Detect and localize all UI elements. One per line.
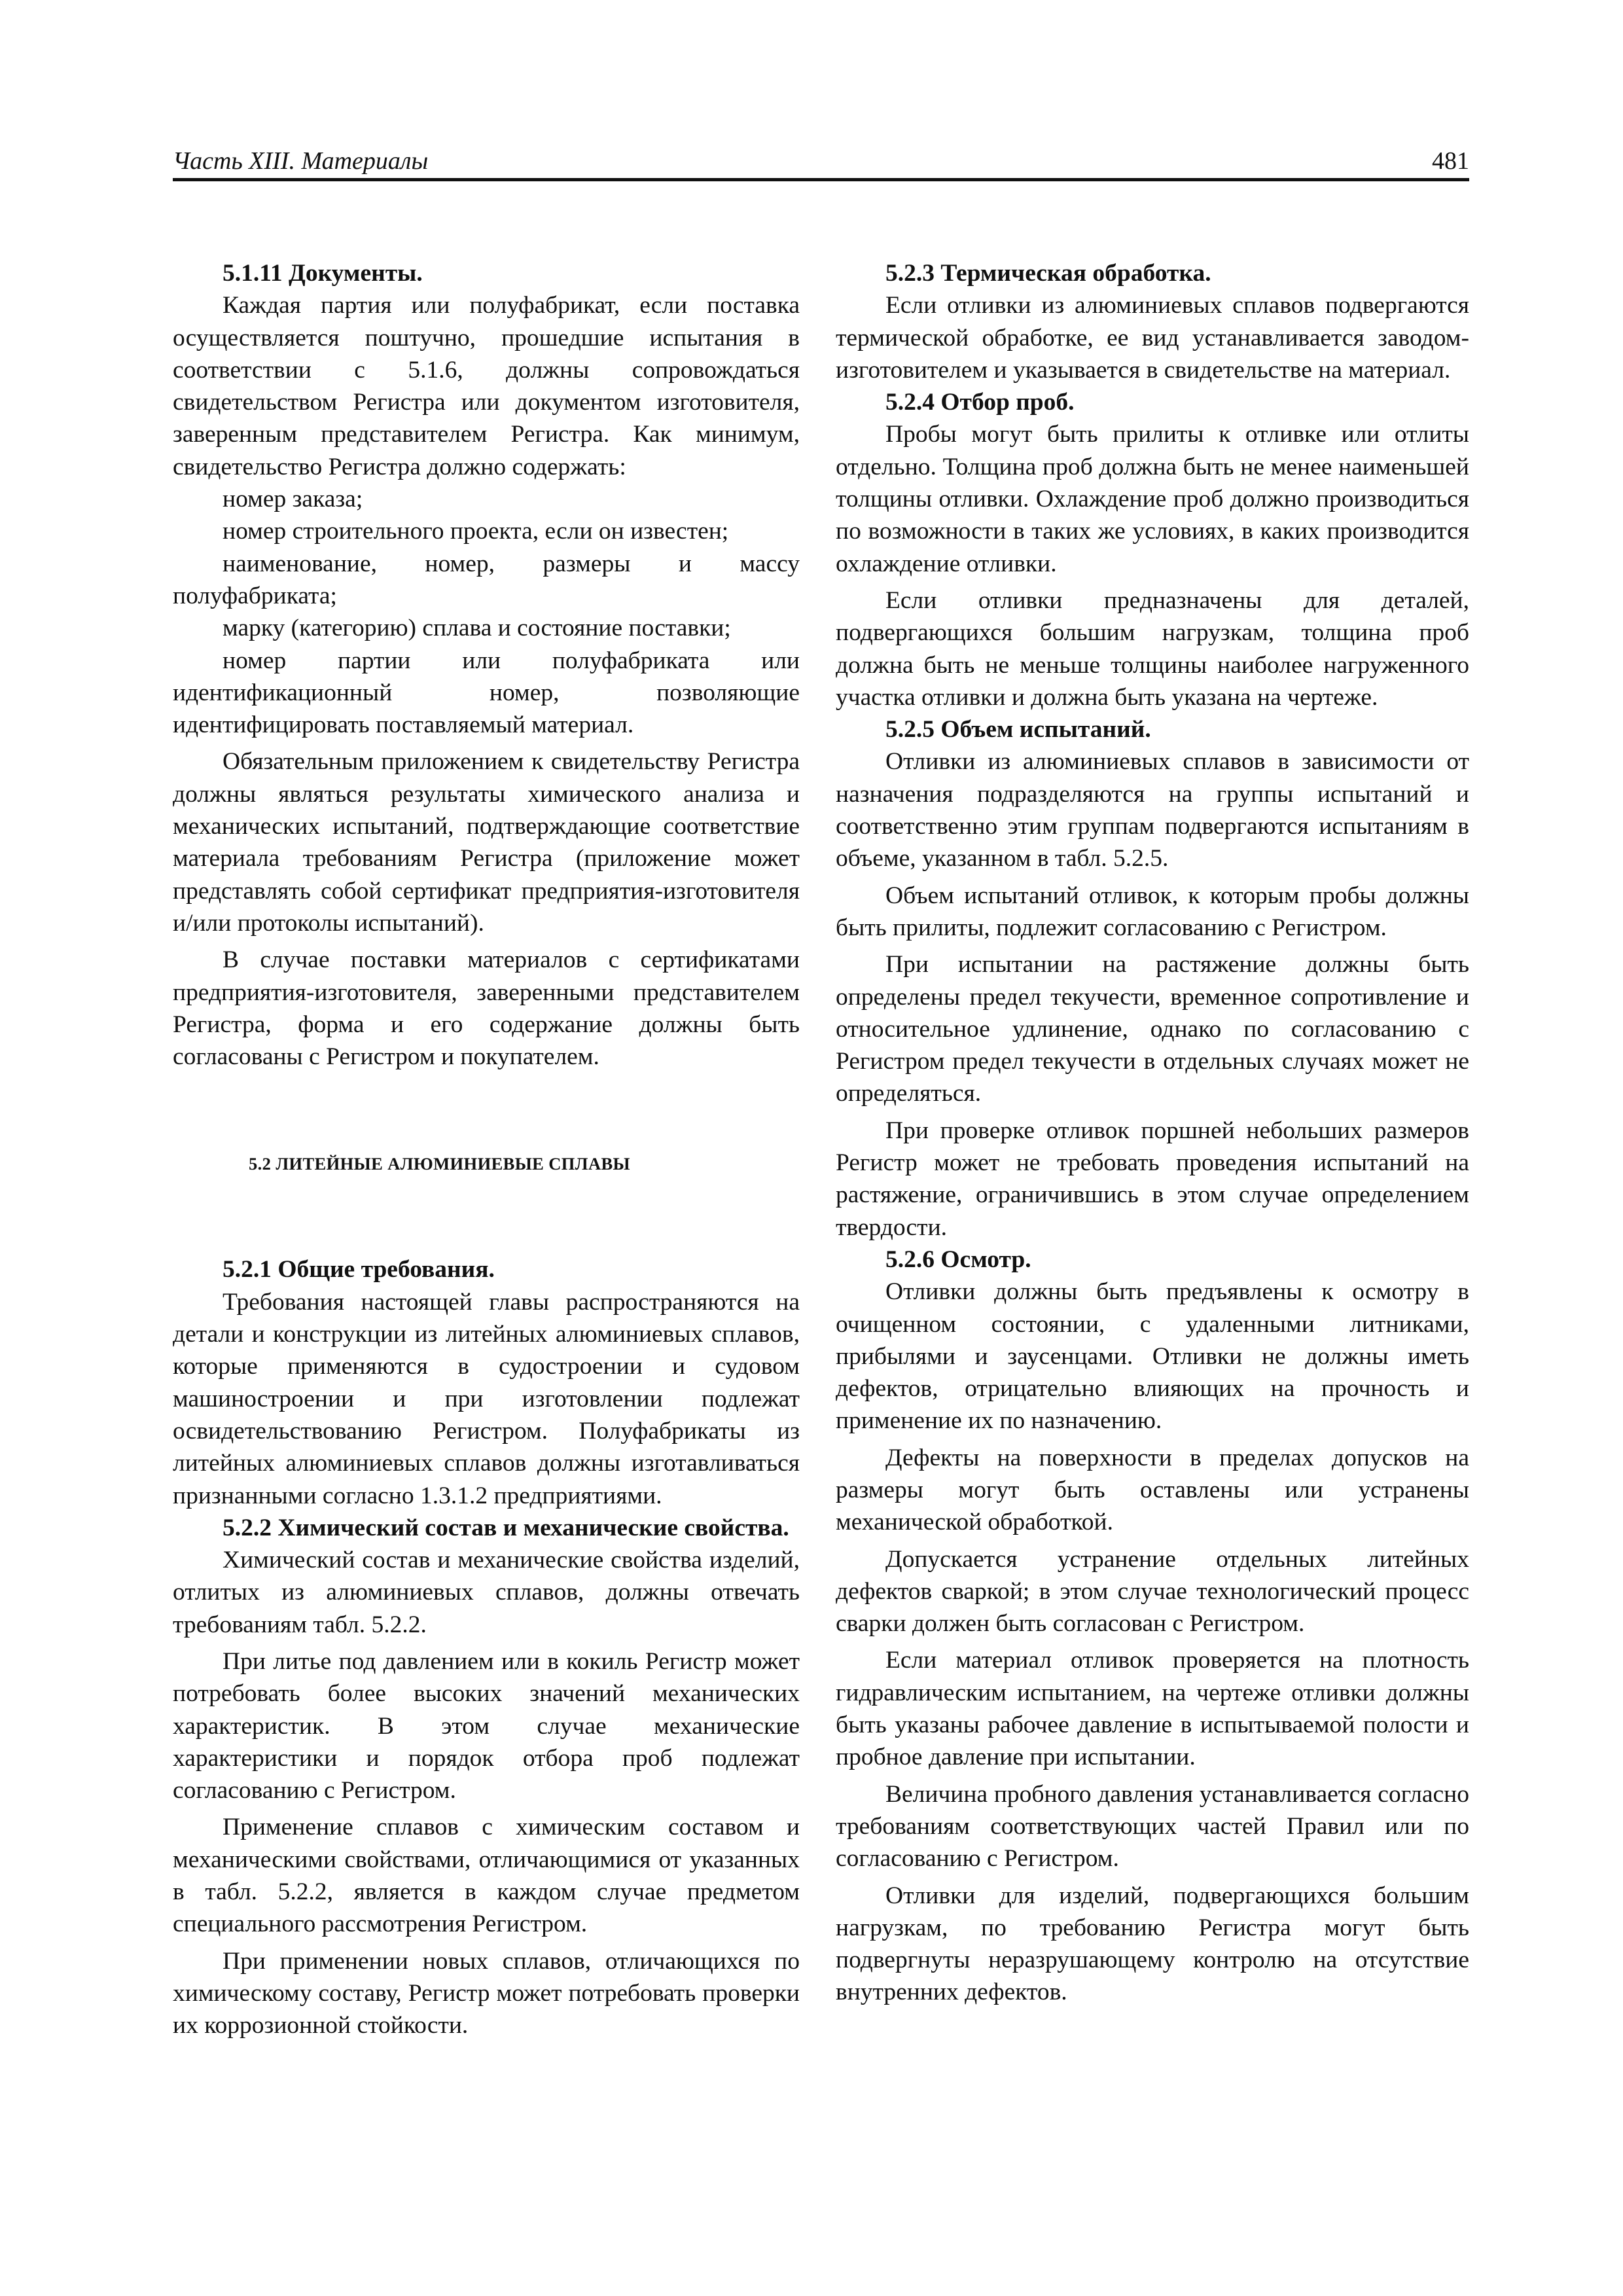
paragraph: При испытании на растяжение должны быть определены предел текучести, временное сопротивление и относительное удлинение, однако по согласованию с Регистром предел текучести в отдельных случаях может не определяться. — [836, 951, 1469, 1107]
paragraph: При применении новых сплавов, отличающихся по химическому составу, Регистр может потребовать проверки их коррозионной стойкости. — [173, 1947, 800, 2039]
paragraph: Если отливки предназначены для деталей, подвергающихся большим нагрузкам, толщина проб должна быть не меньше толщины наиболее нагруженного участка отливки и должна быть указана на чертеже. — [836, 586, 1469, 711]
left-column — [173, 257, 800, 2042]
heading-5-2-2: 5.2.2 Химический состав и механические свойства. — [223, 1514, 789, 1541]
running-title: Часть XIII. Материалы — [173, 147, 429, 175]
paragraph: Если материал отливок проверяется на плотность гидравлическим испытанием, на чертеже отливки должны быть указаны рабочее давление в испытываемой полости и пробное давление при испытании. — [836, 1647, 1469, 1771]
list-item: марку (категорию) сплава и состояние поставки; — [223, 615, 731, 642]
paragraph: Если отливки из алюминиевых сплавов подвергаются термической обработке, ее вид устанавливается заводом-изготовителем и указывается в свидетельстве на материал. — [836, 292, 1469, 384]
heading-5-2-4: 5.2.4 Отбор проб. — [885, 389, 1075, 416]
paragraph: При проверке отливок поршней небольших размеров Регистр может не требовать проведения испытаний на растяжение, ограничившись в этом случае определением твердости. — [836, 1117, 1469, 1241]
paragraph: Объем испытаний отливок, к которым пробы должны быть прилиты, подлежит согласованию с Регистром. — [836, 882, 1469, 941]
paragraph: Пробы могут быть прилиты к отливке или отлиты отдельно. Толщина проб должна быть не менее наименьшей толщины отливки. Охлаждение проб должно производиться по возможности в таких же условиях, в каких производится охлаждение отливки. — [836, 421, 1469, 577]
paragraph: Химический состав и механические свойства изделий, отлитых из алюминиевых сплавов, должны отвечать требованиям табл. 5.2.2. — [173, 1547, 800, 1638]
heading-5-2-6: 5.2.6 Осмотр. — [885, 1246, 1031, 1273]
heading-5-2-3: 5.2.3 Термическая обработка. — [885, 260, 1211, 287]
list-item: номер заказа; — [223, 486, 363, 513]
running-header — [173, 145, 1469, 181]
paragraph: Требования настоящей главы распространяются на детали и конструкции из литейных алюминиевых сплавов, которые применяются в судостроении и судовом машиностроении и при изготовлении подлежат освидетельствованию Регистром. Полуфабрикаты из литейных алюминиевых сплавов должны изготавливаться признанными согласно 1.3.1.2 предприятиями. — [173, 1288, 800, 1509]
paragraph: Величина пробного давления устанавливается согласно требованиям соответствующих частей Правил или по согласованию с Регистром. — [836, 1780, 1469, 1873]
paragraph: Отливки для изделий, подвергающихся большим нагрузкам, по требованию Регистра могут быть подвергнуты неразрушающему контролю на отсутствие внутренних дефектов. — [836, 1882, 1469, 2006]
paragraph: Дефекты на поверхности в пределах допусков на размеры могут быть оставлены или устранены механической обработкой. — [836, 1444, 1469, 1536]
paragraph: Применение сплавов с химическим составом и механическими свойствами, отличающимися от указанных в табл. 5.2.2, является в каждом случае предметом специального рассмотрения Регистром. — [173, 1814, 800, 1938]
paragraph: В случае поставки материалов с сертификатами предприятия-изготовителя, заверенными представителем Регистра, форма и его содержание должны быть согласованы с Регистром и покупателем. — [173, 946, 800, 1071]
list-item: наименование, номер, размеры и массу полуфабриката; — [173, 550, 800, 609]
paragraph: Отливки должны быть предъявлены к осмотру в очищенном состоянии, с удаленными литниками, прибылями и заусенцами. Отливки не должны иметь дефектов, отрицательно влияющих на прочность и применение их по назначению. — [836, 1278, 1469, 1435]
page-number: 481 — [1432, 147, 1469, 175]
heading-5-1-11: 5.1.11 Документы. — [223, 260, 423, 287]
section-title: 5.2 ЛИТЕЙНЫЕ АЛЮМИНИЕВЫЕ СПЛАВЫ — [249, 1154, 630, 1174]
heading-5-2-5: 5.2.5 Объем испытаний. — [885, 716, 1151, 744]
list-item: номер партии или полуфабриката или идентификационный номер, позволяющие идентифицировать поставляемый материал. — [173, 647, 800, 739]
heading-5-2-1: 5.2.1 Общие требования. — [223, 1256, 495, 1283]
paragraph: Отливки из алюминиевых сплавов в зависимости от назначения подразделяются на группы испытаний и соответственно этим группам подвергаются испытаниям в объеме, указанном в табл. 5.2.5. — [836, 748, 1469, 872]
paragraph: Каждая партия или полуфабрикат, если поставка осуществляется поштучно, прошедшие испытания в соответствии с 5.1.6, должны сопровождаться свидетельством Регистра или документом изготовителя, заверенным представителем Регистра. Как минимум, свидетельство Регистра должно содержать: — [173, 292, 800, 480]
paragraph: При литье под давлением или в кокиль Регистр может потребовать более высоких значений механических характеристик. В этом случае механические характеристики и порядок отбора проб подлежат согласованию с Регистром. — [173, 1647, 800, 1804]
list-item: номер строительного проекта, если он известен; — [223, 518, 729, 545]
paragraph: Допускается устранение отдельных литейных дефектов сваркой; в этом случае технологический процесс сварки должен быть согласован с Регистром. — [836, 1545, 1469, 1638]
right-column — [836, 257, 1469, 2009]
paragraph: Обязательным приложением к свидетельству Регистра должны являться результаты химического анализа и механических испытаний, подтверждающие соответствие материала требованиям Регистра (приложение может представлять собой сертификат предприятия-изготовителя и/или протоколы испытаний). — [173, 748, 800, 937]
